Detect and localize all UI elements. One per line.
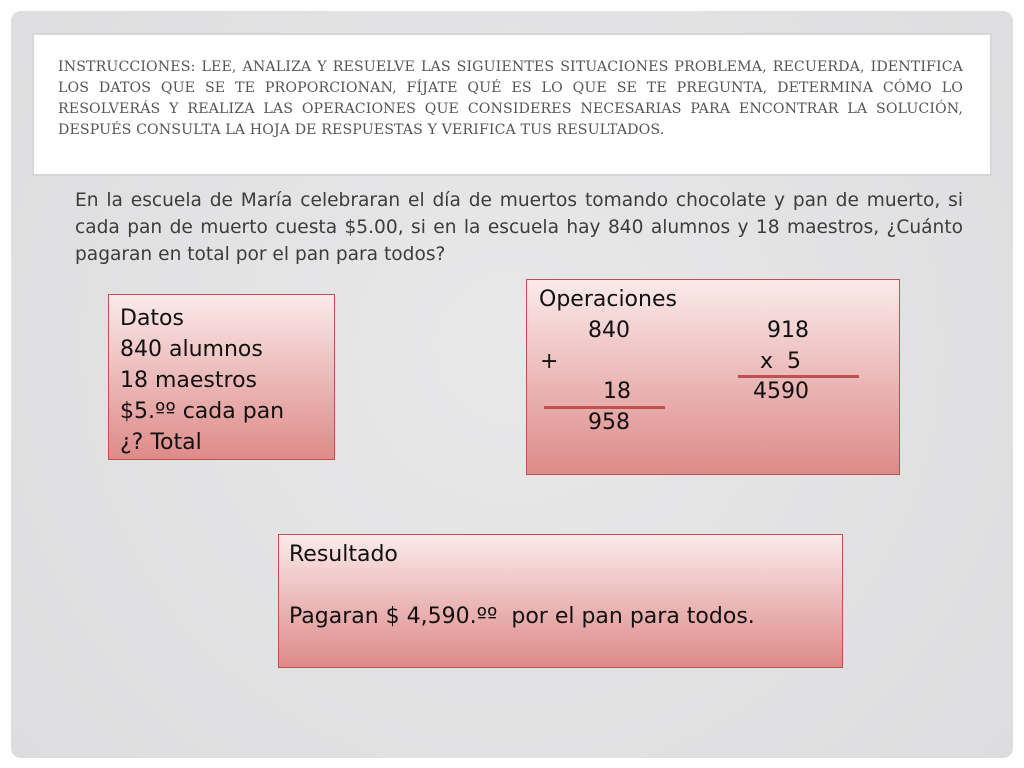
mult-factor-b: x 5: [760, 349, 802, 374]
datos-line: $5.ºº cada pan: [120, 399, 285, 424]
datos-title: Datos: [120, 306, 184, 331]
instructions-text: INSTRUCCIONES: LEE, ANALIZA Y RESUELVE LAS SIGUIENTES SITUACIONES PROBLEMA, RECUERDA, IDENTIFICA LOS DATOS QUE SE TE PROPORCIONAN, FÍJATE QUÉ ES LO QUE SE TE PREGUNTA, DETERMINA CÓMO LO RESOLVERÁS Y REALIZA LAS OPERACIONES QUE CONSIDERES NECESARIAS PARA ENCONTRAR LA SOLUCIÓN, DESPUÉS CONSULTA LA HOJA DE RESPUESTAS Y VERIFICA TUS RESULTADOS.: [58, 59, 963, 138]
mult-result: 4590: [753, 379, 809, 404]
sum-addend-a: 840: [588, 318, 630, 343]
operaciones-title: Operaciones: [539, 287, 677, 312]
resultado-title: Resultado: [289, 542, 398, 567]
mult-factor-a: 918: [767, 318, 809, 343]
datos-line: 840 alumnos: [120, 337, 263, 362]
sum-result: 958: [588, 410, 630, 435]
sum-operator: +: [540, 349, 559, 374]
datos-box: [108, 294, 335, 460]
problem-statement: En la escuela de María celebraran el día de muertos tomando chocolate y pan de muerto, si cada pan de muerto cuesta $5.00, si en la escuela hay 840 alumnos y 18 maestros, ¿Cuánto pagaran en total por el pan para todos?: [75, 190, 963, 265]
sum-addend-b: 18: [603, 379, 631, 404]
datos-line: 18 maestros: [120, 368, 258, 393]
datos-line: ¿? Total: [120, 430, 202, 455]
resultado-text: Pagaran $ 4,590.ºº por el pan para todos.: [289, 604, 755, 629]
